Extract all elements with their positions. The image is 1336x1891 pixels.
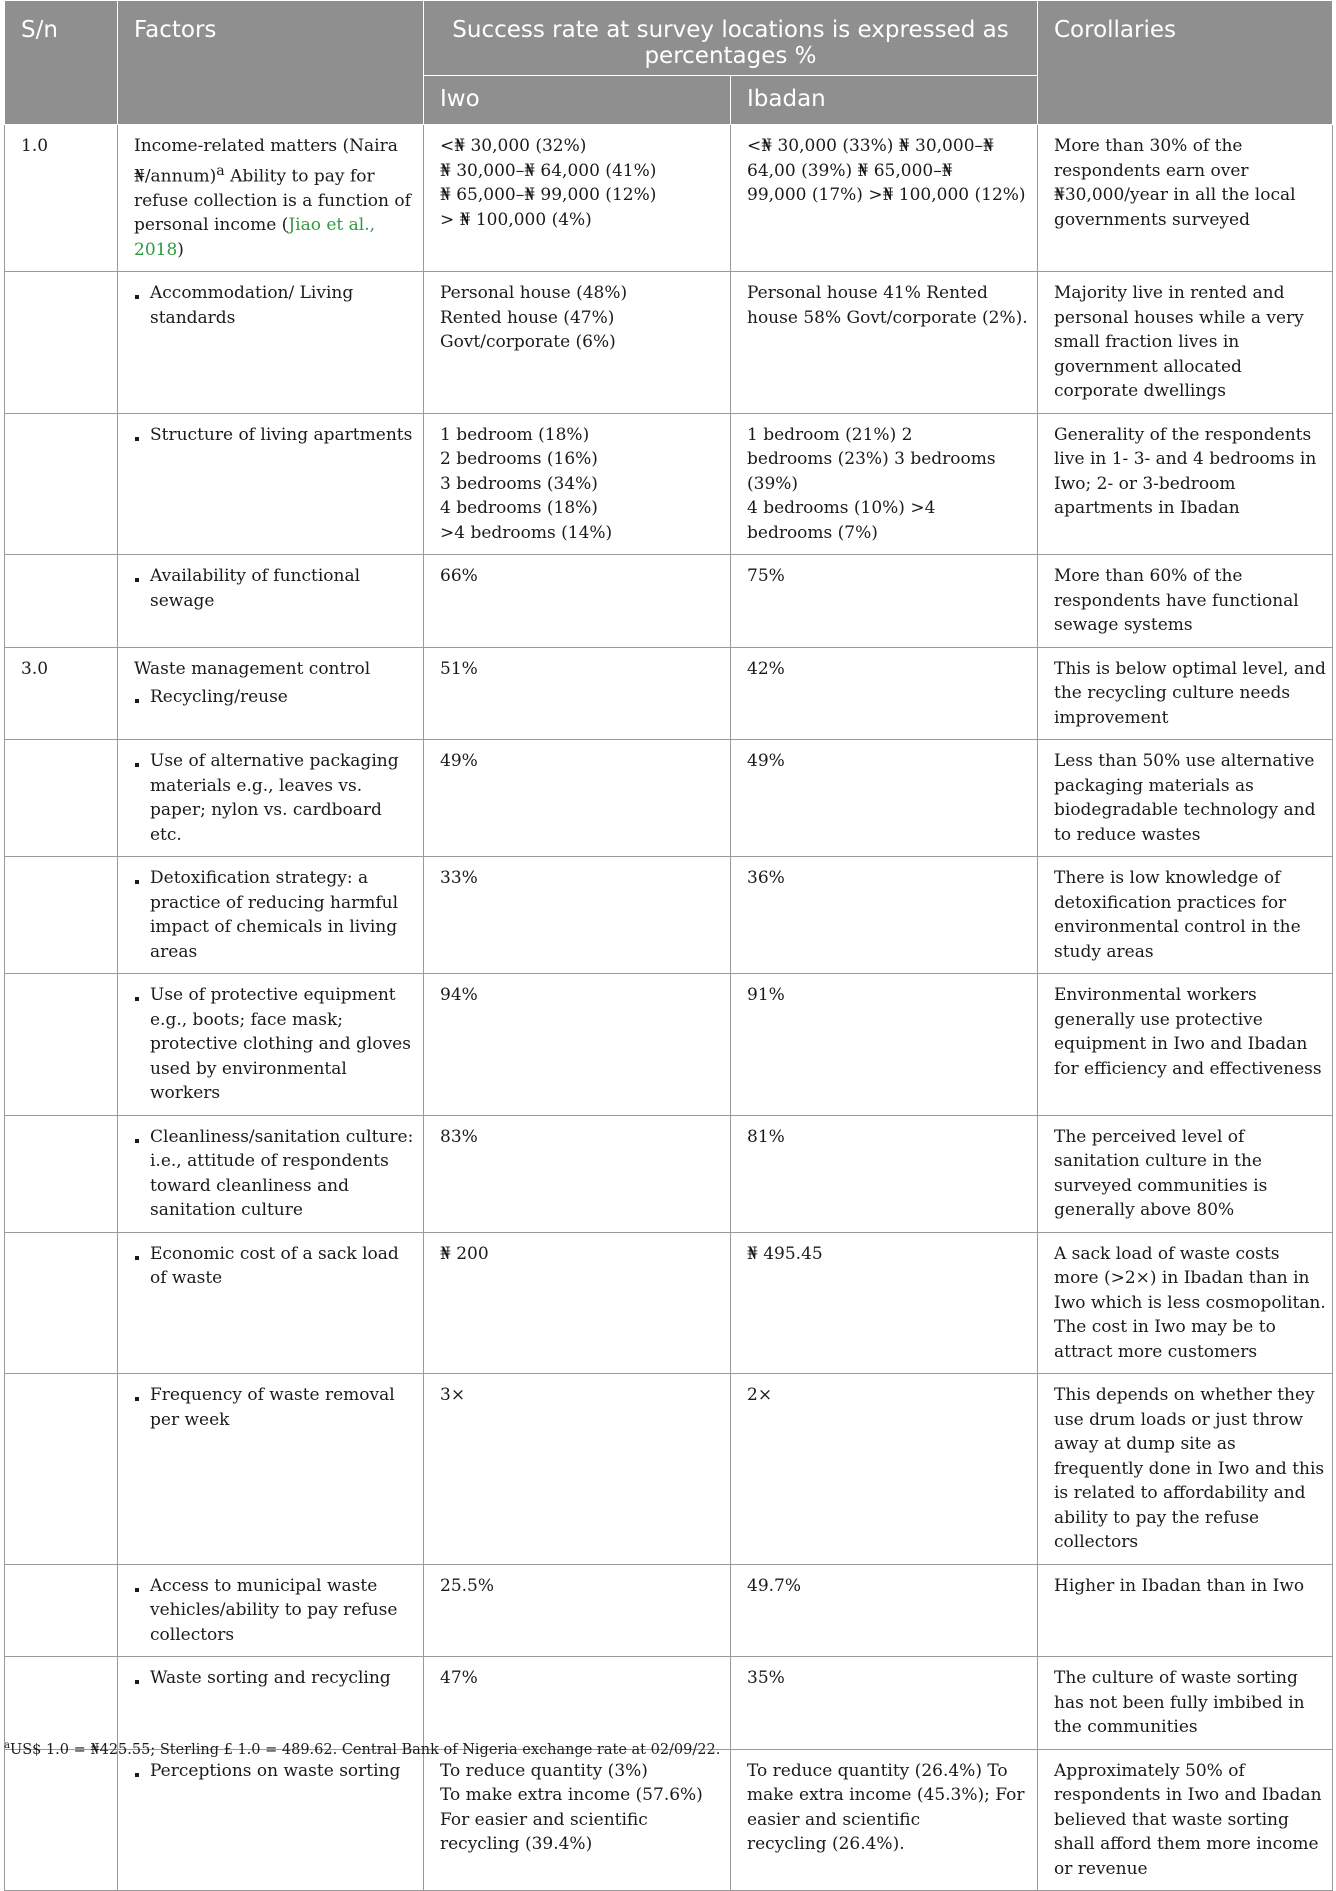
cell-iwo: 25.5% xyxy=(424,1564,731,1657)
table-row xyxy=(5,974,1333,1116)
cell-factor: Perceptions on waste sorting xyxy=(118,1749,424,1891)
survey-results-table xyxy=(4,0,1333,1891)
cell-iwo: 51% xyxy=(424,647,731,740)
section-heading: Waste management control xyxy=(134,658,371,679)
table-row xyxy=(5,1657,1333,1750)
cell-corollary: More than 30% of the respondents earn over ₦30,000/year in all the local governments surveyed xyxy=(1038,125,1333,272)
cell-factor: Accommodation/ Living standards xyxy=(118,272,424,414)
footnote-text: US$ 1.0 = ₦425.55; Sterling £ 1.0 = 489.62. Central Bank of Nigeria exchange rate at 02/09/22. xyxy=(9,1741,721,1758)
cell-iwo: 49% xyxy=(424,740,731,857)
cell-iwo: 3× xyxy=(424,1374,731,1565)
cell-factor: Cleanliness/sanitation culture: i.e., attitude of respondents toward cleanliness and sanitation culture xyxy=(118,1115,424,1232)
cell-corollary: Environmental workers generally use protective equipment in Iwo and Ibadan for efficiency and effectiveness xyxy=(1038,974,1333,1116)
cell-corollary: The perceived level of sanitation culture in the surveyed communities is generally above 80% xyxy=(1038,1115,1333,1232)
header-success-rate: Success rate at survey locations is expressed as percentages % xyxy=(424,1,1038,76)
cell-sn xyxy=(5,1564,118,1657)
header-iwo: Iwo xyxy=(424,76,731,125)
cell-ibadan: 91% xyxy=(731,974,1038,1116)
cell-iwo: 33% xyxy=(424,857,731,974)
table-row xyxy=(5,740,1333,857)
cell-sn xyxy=(5,413,118,555)
cell-factor: Waste management control Recycling/reuse xyxy=(118,647,424,740)
cell-iwo: ₦ 200 xyxy=(424,1232,731,1374)
cell-iwo: To reduce quantity (3%) To make extra income (57.6%) For easier and scientific recycling (39.4%) xyxy=(424,1749,731,1891)
cell-ibadan: ₦ 495.45 xyxy=(731,1232,1038,1374)
cell-ibadan: 1 bedroom (21%) 2 bedrooms (23%) 3 bedrooms (39%) 4 bedrooms (10%) >4 bedrooms (7%) xyxy=(731,413,1038,555)
cell-corollary: This depends on whether they use drum loads or just throw away at dump site as frequently done in Iwo and this is related to affordability and ability to pay the refuse collectors xyxy=(1038,1374,1333,1565)
cell-ibadan: 35% xyxy=(731,1657,1038,1750)
cell-ibadan: <₦ 30,000 (33%) ₦ 30,000–₦ 64,00 (39%) ₦ 65,000–₦ 99,000 (17%) >₦ 100,000 (12%) xyxy=(731,125,1038,272)
cell-corollary: Less than 50% use alternative packaging materials as biodegradable technology and to reduce wastes xyxy=(1038,740,1333,857)
cell-ibadan: 42% xyxy=(731,647,1038,740)
cell-sn xyxy=(5,1657,118,1750)
cell-corollary: Majority live in rented and personal houses while a very small fraction lives in government allocated corporate dwellings xyxy=(1038,272,1333,414)
cell-factor: Availability of functional sewage xyxy=(118,555,424,648)
table-row xyxy=(5,1115,1333,1232)
table-row xyxy=(5,857,1333,974)
cell-sn xyxy=(5,1374,118,1565)
cell-factor: Income-related matters (Naira ₦/annum)$^a$ Ability to pay for refuse collection is a function of personal income (Jiao et al., 2018) xyxy=(118,125,424,272)
cell-iwo: <₦ 30,000 (32%) ₦ 30,000–₦ 64,000 (41%) ₦ 65,000–₦ 99,000 (12%) > ₦ 100,000 (4%) xyxy=(424,125,731,272)
table-row xyxy=(5,1749,1333,1891)
cell-sn xyxy=(5,272,118,414)
cell-iwo: 47% xyxy=(424,1657,731,1750)
cell-ibadan: 75% xyxy=(731,555,1038,648)
cell-sn: 3.0 xyxy=(5,647,118,740)
cell-factor: Frequency of waste removal per week xyxy=(118,1374,424,1565)
table-row xyxy=(5,1232,1333,1374)
header-sn: S/n xyxy=(5,1,118,125)
table-row xyxy=(5,413,1333,555)
table-row xyxy=(5,272,1333,414)
cell-ibadan: 36% xyxy=(731,857,1038,974)
cell-corollary: The culture of waste sorting has not been fully imbibed in the communities xyxy=(1038,1657,1333,1750)
header-corollaries: Corollaries xyxy=(1038,1,1333,125)
cell-factor: Economic cost of a sack load of waste xyxy=(118,1232,424,1374)
cell-sn: 1.0 xyxy=(5,125,118,272)
cell-factor: Detoxification strategy: a practice of reducing harmful impact of chemicals in living areas xyxy=(118,857,424,974)
table-row xyxy=(5,1374,1333,1565)
footnote-marker: a xyxy=(4,1740,10,1751)
cell-corollary: There is low knowledge of detoxification practices for environmental control in the study areas xyxy=(1038,857,1333,974)
cell-ibadan: 81% xyxy=(731,1115,1038,1232)
cell-factor: Waste sorting and recycling xyxy=(118,1657,424,1750)
cell-ibadan: To reduce quantity (26.4%) To make extra income (45.3%); For easier and scientific recycling (26.4%). xyxy=(731,1749,1038,1891)
cell-factor: Use of protective equipment e.g., boots; face mask; protective clothing and gloves used by environmental workers xyxy=(118,974,424,1116)
header-factors: Factors xyxy=(118,1,424,125)
cell-ibadan: 49.7% xyxy=(731,1564,1038,1657)
cell-factor: Use of alternative packaging materials e.g., leaves vs. paper; nylon vs. cardboard etc. xyxy=(118,740,424,857)
header-ibadan: Ibadan xyxy=(731,76,1038,125)
cell-sn xyxy=(5,1232,118,1374)
cell-sn xyxy=(5,857,118,974)
cell-factor: Access to municipal waste vehicles/ability to pay refuse collectors xyxy=(118,1564,424,1657)
cell-corollary: A sack load of waste costs more (>2×) in Ibadan than in Iwo which is less cosmopolitan. The cost in Iwo may be to attract more customers xyxy=(1038,1232,1333,1374)
table-row xyxy=(5,555,1333,648)
cell-corollary: Higher in Ibadan than in Iwo xyxy=(1038,1564,1333,1657)
cell-sn xyxy=(5,974,118,1116)
cell-ibadan: 2× xyxy=(731,1374,1038,1565)
cell-factor: Structure of living apartments xyxy=(118,413,424,555)
cell-iwo: 1 bedroom (18%) 2 bedrooms (16%) 3 bedrooms (34%) 4 bedrooms (18%) >4 bedrooms (14%) xyxy=(424,413,731,555)
table-header xyxy=(5,1,1333,125)
table-row xyxy=(5,125,1333,272)
cell-ibadan: 49% xyxy=(731,740,1038,857)
citation-link[interactable]: Jiao et al., 2018 xyxy=(134,215,376,260)
cell-iwo: 83% xyxy=(424,1115,731,1232)
table-row xyxy=(5,1564,1333,1657)
cell-sn xyxy=(5,740,118,857)
cell-corollary: Generality of the respondents live in 1- 3- and 4 bedrooms in Iwo; 2- or 3-bedroom apartments in Ibadan xyxy=(1038,413,1333,555)
cell-ibadan: Personal house 41% Rented house 58% Govt/corporate (2%). xyxy=(731,272,1038,414)
cell-iwo: Personal house (48%) Rented house (47%) Govt/corporate (6%) xyxy=(424,272,731,414)
cell-sn xyxy=(5,1749,118,1891)
cell-corollary: Approximately 50% of respondents in Iwo and Ibadan believed that waste sorting shall afford them more income or revenue xyxy=(1038,1749,1333,1891)
table-row xyxy=(5,647,1333,740)
cell-sn xyxy=(5,1115,118,1232)
cell-iwo: 94% xyxy=(424,974,731,1116)
cell-iwo: 66% xyxy=(424,555,731,648)
cell-corollary: This is below optimal level, and the recycling culture needs improvement xyxy=(1038,647,1333,740)
cell-corollary: More than 60% of the respondents have functional sewage systems xyxy=(1038,555,1333,648)
table-footnote xyxy=(4,1740,720,1758)
cell-sn xyxy=(5,555,118,648)
